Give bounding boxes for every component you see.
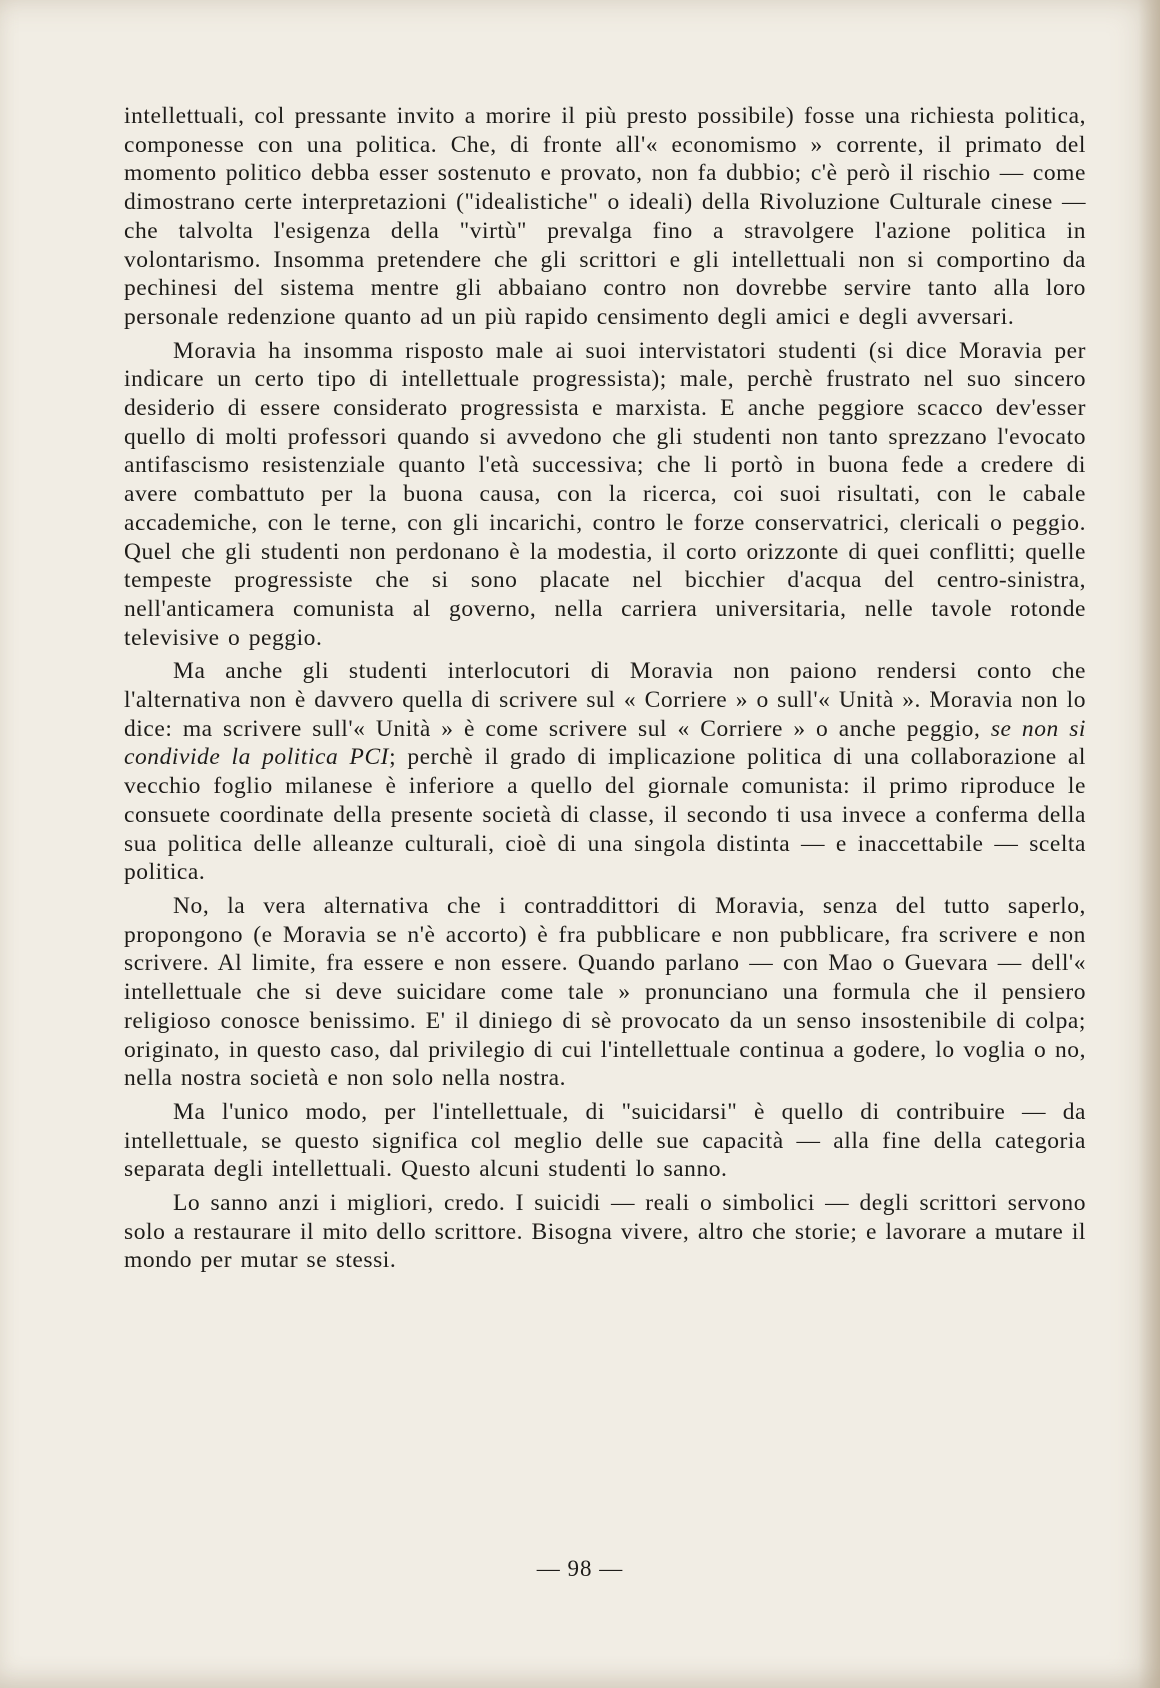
paragraph-2: Moravia ha insomma risposto male ai suoi intervistatori studenti (si dice Moravia per indicare un certo tipo di intellettuale progressista); male, perchè frustrato nel suo sincero desiderio di essere considerato progressista e marxista. E anche peggiore scacco dev'esser quello di molti professori quando si avvedono che gli studenti non tanto sprezzano l'evocato antifascismo resistenziale quanto l'età successiva; che li portò in buona fede a credere di avere combattuto per la buona causa, con la ricerca, coi suoi risultati, con le cabale accademiche, con le terne, con gli incarichi, contro le forze conservatrici, clericali o peggio. Quel che gli studenti non perdonano è la modestia, il corto orizzonte di quei conflitti; quelle tempeste progressiste che si sono placate nel bicchier d'acqua del centro-sinistra, nell'anticamera comunista al governo, nella carriera universitaria, nelle tavole rotonde televisive o peggio. [124, 337, 1086, 651]
paragraph-3 [124, 657, 1086, 887]
paragraph-4: No, la vera alternativa che i contraddittori di Moravia, senza del tutto saperlo, propongono (e Moravia se n'è accorto) è fra pubblicare e non pubblicare, fra scrivere e non scrivere. Al limite, fra essere e non essere. Quando parlano — con Mao o Guevara — dell'« intellettuale che si deve suicidare come tale » pronunciano una formula che il pensiero religioso conosce benissimo. E' il diniego di sè provocato da un senso insostenibile di colpa; originato, in questo caso, dal privilegio di cui l'intellettuale continua a godere, lo voglia o no, nella nostra società e non solo nella nostra. [124, 892, 1086, 1092]
paragraph-3-end: ; perchè il grado di implicazione politica di una collaborazione al vecchio foglio milanese è inferiore a quello del giornale comunista: il primo riproduce le consuete coordinate della presente società di classe, il secondo ti usa invece a conferma della sua politica delle alleanze culturali, cioè di una singola distinta — e inaccettabile — scelta politica. [124, 744, 1086, 886]
paragraph-1: intellettuali, col pressante invito a morire il più presto possibile) fosse una richiesta politica, componesse con una politica. Che, di fronte all'« economismo » corrente, il primato del momento politico debba esser sostenuto e provato, non fa dubbio; c'è però il rischio — come dimostrano certe interpretazioni ("idealistiche" o ideali) della Rivoluzione Culturale cinese — che talvolta l'esigenza della "virtù" prevalga fino a stravolgere l'azione politica in volontarismo. Insomma pretendere che gli scrittori e gli intellettuali non si comportino da pechinesi del sistema mentre gli abbaiano contro non dovrebbe servire tanto alla loro personale redenzione quanto ad un più rapido censimento degli amici e degli avversari. [124, 103, 1086, 330]
paragraph-5: Ma l'unico modo, per l'intellettuale, di "suicidarsi" è quello di contribuire — da intellettuale, se questo significa col meglio delle sue capacità — alla fine della categoria separata degli intellettuali. Questo alcuni studenti lo sanno. [124, 1098, 1086, 1183]
page-number: — 98 — [536, 1556, 624, 1581]
page-edge-shadow [1138, 0, 1160, 1688]
italic-phrase: se non si condivide la politica PCI [124, 715, 1086, 771]
paragraph-3-start: Ma anche gli studenti interlocutori di Moravia non paiono rendersi conto che l'alternativa non è davvero quella di scrivere sul « Corriere » o sull'« Unità ». Moravia non lo dice: ma scrivere sull'« Unità » è come scrivere sul « Corriere » o anche peggio, [124, 658, 1086, 742]
paragraph-6: Lo sanno anzi i migliori, credo. I suicidi — reali o simbolici — degli scrittori servono solo a restaurare il mito dello scrittore. Bisogna vivere, altro che storie; e lavorare a mutare il mondo per mutar se stessi. [124, 1190, 1086, 1274]
body-text [124, 102, 1086, 1280]
